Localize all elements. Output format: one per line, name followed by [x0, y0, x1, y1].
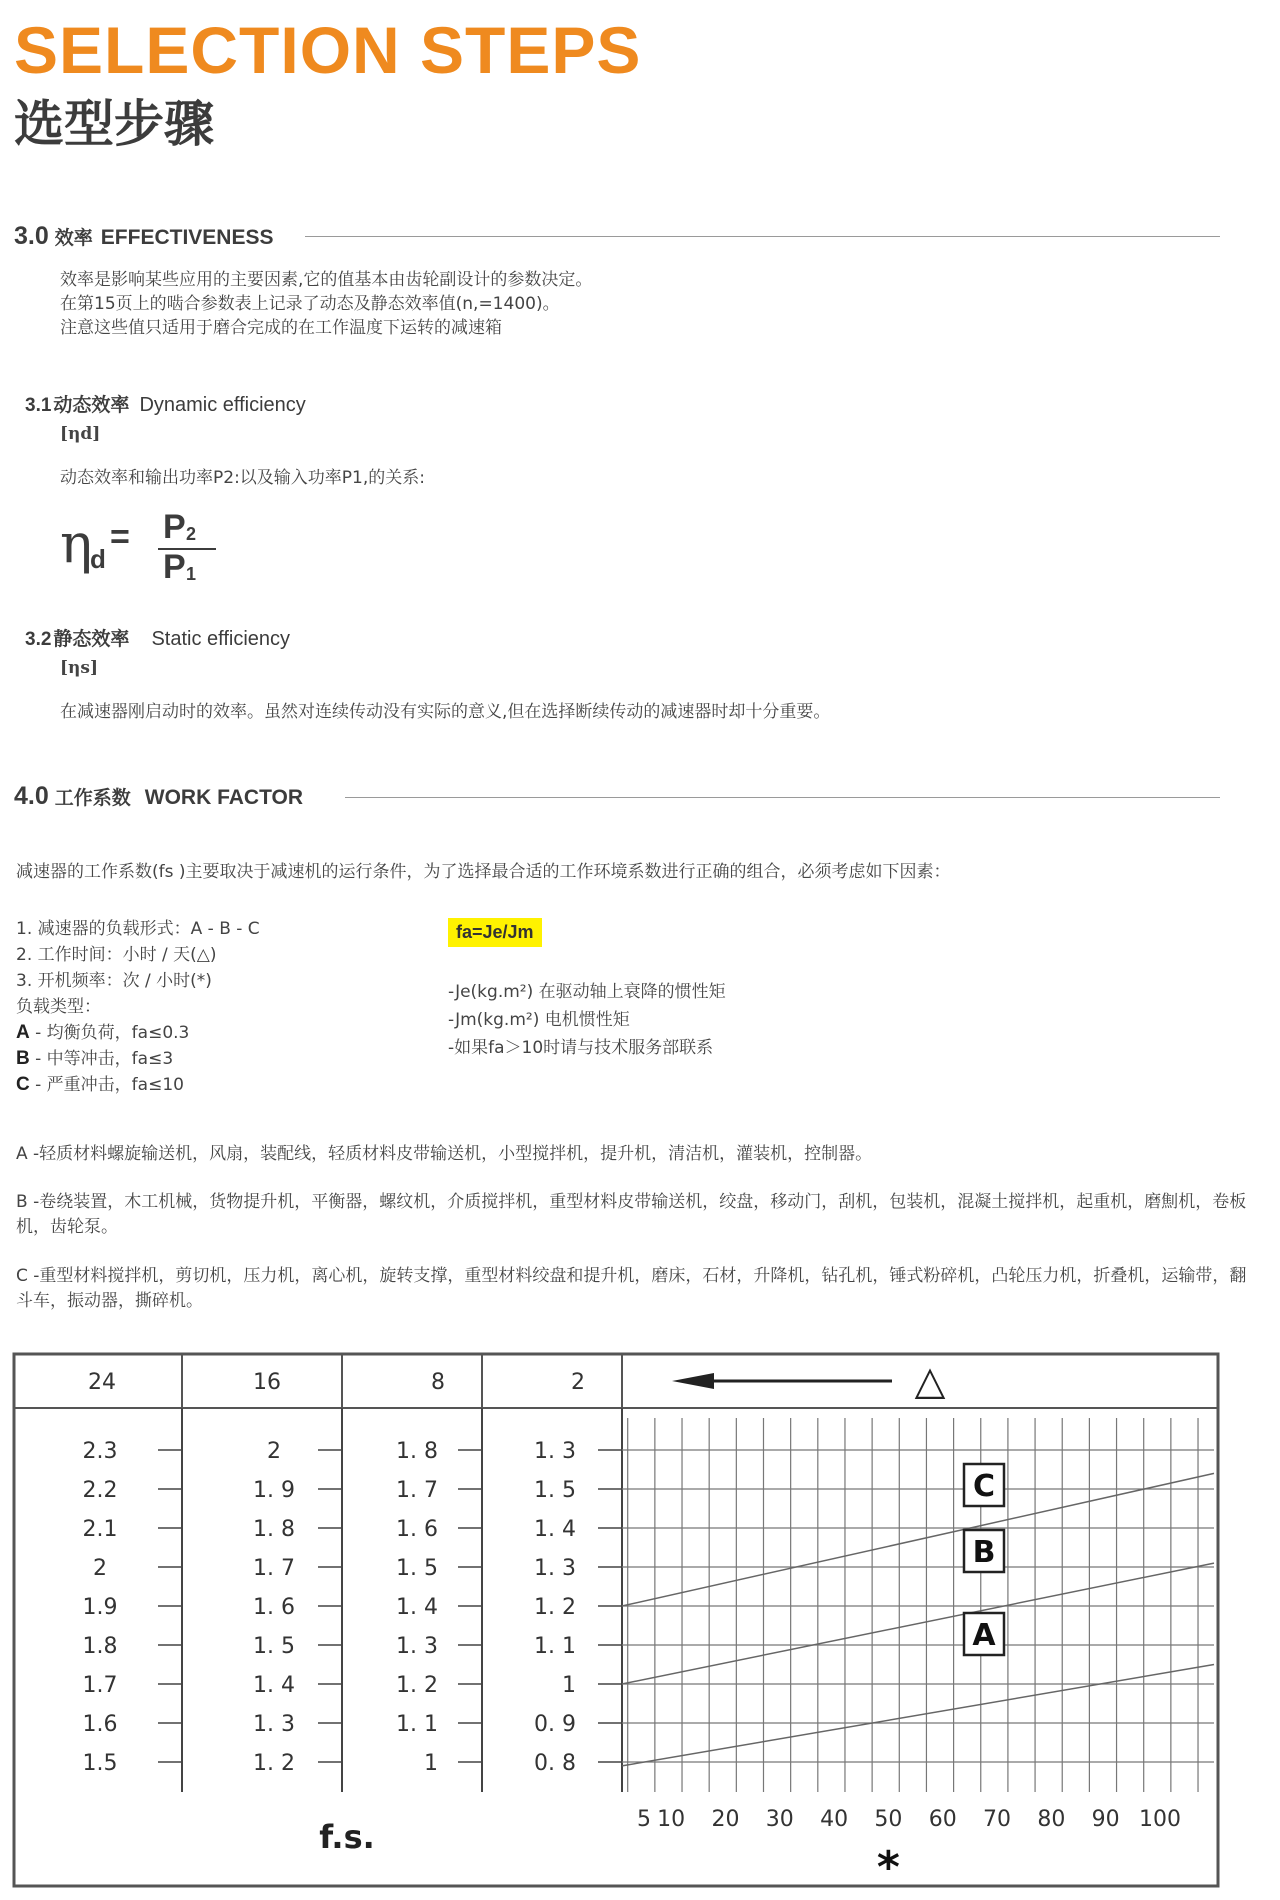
work-factor-intro: 减速器的工作系数(fs )主要取决于减速机的运行条件，为了选择最合适的工作环境系数进行正确的组合，必须考虑如下因素： — [16, 862, 951, 882]
fs-scale-label: 1. 4 — [253, 1673, 295, 1698]
load-curve-label: A — [972, 1618, 996, 1653]
fs-scale-label: 1. 1 — [396, 1712, 438, 1737]
load-text: - 均衡负荷，fa≤0.3 — [29, 1023, 190, 1043]
fs-scale-label: 1. 9 — [253, 1478, 295, 1503]
load-text: - 中等冲击，fa≤3 — [29, 1049, 174, 1069]
starts-per-hour-label: 40 — [820, 1807, 849, 1832]
fs-scale-label: 1 — [562, 1673, 576, 1698]
factor-item: 负载类型： — [16, 997, 101, 1017]
load-type-c — [16, 1072, 260, 1098]
fs-scale-label: 1. 7 — [253, 1556, 295, 1581]
inertia-definitions — [448, 978, 726, 1062]
factor-item: 2. 工作时间：小时 / 天(△) — [16, 945, 217, 965]
fs-scale-label: 2 — [93, 1556, 107, 1581]
starts-per-hour-label: 30 — [765, 1807, 794, 1832]
fs-scale-label: 0. 8 — [534, 1751, 576, 1776]
fs-scale-label: 1. 4 — [396, 1595, 438, 1620]
fs-scale-label: 1. 5 — [253, 1634, 295, 1659]
application-class-b: B -卷绕装置，木工机械，货物提升机，平衡器，螺纹机，介质搅拌机，重型材料皮带输送机，绞盘，移动门，刮机，包装机，混凝土搅拌机，起重机，磨劁机，卷板机，齿轮泵。 — [16, 1192, 1247, 1237]
fs-axis-label: f.s. — [319, 1818, 375, 1856]
hours-per-day-symbol: △ — [914, 1358, 946, 1404]
application-class-c: C -重型材料搅拌机，剪切机，压力机，离心机，旋转支撑，重型材料绞盘和提升机，磨床，石材，升降机，钻孔机，锤式粉碎机，凸轮压力机，折叠机，运输带，翻斗车，振动器，撕碎机。 — [16, 1266, 1247, 1311]
starts-per-hour-symbol: * — [876, 1842, 900, 1892]
hours-per-day-label: 8 — [431, 1370, 445, 1395]
factor-item: 1. 减速器的负载形式：A - B - C — [16, 919, 260, 939]
definition-item: -Je(kg.m²) 在驱动轴上衰降的惯性矩 — [448, 982, 726, 1002]
fs-scale-label: 1.6 — [82, 1712, 118, 1737]
hours-per-day-label: 2 — [571, 1370, 585, 1395]
starts-per-hour-label: 10 — [657, 1807, 686, 1832]
paragraph-line: 注意这些值只适用于磨合完成的在工作温度下运转的减速箱 — [60, 318, 502, 338]
starts-per-hour-label: 60 — [928, 1807, 957, 1832]
load-type-b — [16, 1046, 260, 1072]
efficiency-formula — [60, 508, 240, 588]
application-class-a: A -轻质材料螺旋输送机，风扇，装配线，轻质材料皮带输送机，小型搅拌机，提升机，清洁机，灌装机，控制器。 — [16, 1144, 873, 1164]
formula-denominator: P — [163, 548, 186, 586]
fs-scale-label: 1. 3 — [534, 1439, 576, 1464]
fs-scale-label: 1. 3 — [534, 1556, 576, 1581]
section-number: 3.0 — [14, 222, 49, 250]
definition-item: -Jm(kg.m²) 电机惯性矩 — [448, 1010, 630, 1030]
fs-scale-label: 1. 4 — [534, 1517, 576, 1542]
section-number: 4.0 — [14, 782, 49, 810]
fs-scale-label: 1. 3 — [396, 1634, 438, 1659]
fs-scale-label: 1. 2 — [253, 1751, 295, 1776]
section-divider — [345, 797, 1220, 798]
starts-per-hour-label: 80 — [1037, 1807, 1066, 1832]
fs-scale-label: 1. 5 — [534, 1478, 576, 1503]
section-title-en: Static efficiency — [151, 628, 291, 650]
paragraph-line: 在第15页上的啮合参数表上记录了动态及静态效率值(n,=1400)。 — [60, 294, 560, 314]
section-title-en: Dynamic efficiency — [139, 394, 306, 416]
section-title-cn: 静态效率 — [53, 628, 130, 650]
fs-scale-label: 1. 2 — [396, 1673, 438, 1698]
fs-scale-label: 1 — [424, 1751, 438, 1776]
starts-per-hour-label: 20 — [711, 1807, 740, 1832]
hours-per-day-label: 24 — [88, 1370, 116, 1395]
symbol-eta-d: [ηd] — [60, 424, 101, 444]
formula-equals: = — [110, 518, 130, 556]
factor-item: 3. 开机频率：次 / 小时(*) — [16, 971, 212, 991]
load-letter: C — [16, 1074, 30, 1095]
section-divider — [305, 236, 1220, 237]
paragraph-line: 效率是影响某些应用的主要因素,它的值基本由齿轮副设计的参数决定。 — [60, 270, 593, 290]
load-letter: A — [16, 1022, 30, 1043]
definition-item: -如果fa＞10时请与技术服务部联系 — [448, 1038, 714, 1058]
section-number: 3.1 — [25, 395, 52, 416]
fs-scale-label: 1. 5 — [396, 1556, 438, 1581]
fs-scale-label: 1. 8 — [253, 1517, 295, 1542]
section-title-cn: 效率 — [54, 227, 93, 249]
page-title-en: SELECTION STEPS — [14, 13, 642, 87]
section-title-en: WORK FACTOR — [144, 786, 304, 809]
starts-per-hour-label: 5 — [637, 1807, 651, 1832]
formula-denominator-sub: 1 — [186, 564, 197, 584]
section-3-1-heading — [25, 390, 306, 417]
fs-scale-label: 0. 9 — [534, 1712, 576, 1737]
fs-scale-label: 1.9 — [82, 1595, 118, 1620]
load-curve-label: C — [972, 1469, 996, 1504]
load-curve-a — [622, 1665, 1214, 1766]
fs-scale-label: 1. 6 — [253, 1595, 295, 1620]
formula-numerator: P — [163, 508, 186, 546]
section-3-2-heading — [25, 624, 290, 651]
factor-list — [16, 916, 260, 1098]
fs-scale-label: 1. 2 — [534, 1595, 576, 1620]
fs-scale-label: 1. 7 — [396, 1478, 438, 1503]
hours-per-day-label: 16 — [253, 1370, 281, 1395]
load-curve-b — [622, 1563, 1214, 1684]
fs-scale-label: 2.1 — [82, 1517, 118, 1542]
fs-scale-label: 2 — [267, 1439, 281, 1464]
inertia-formula-highlight: fa=Je/Jm — [448, 918, 542, 947]
section-3-2-text: 在减速器刚启动时的效率。虽然对连续传动没有实际的意义,但在选择断续传动的减速器时却十分重要。 — [60, 702, 831, 722]
load-type-a — [16, 1020, 260, 1046]
symbol-eta-s: [ηs] — [60, 658, 99, 678]
section-3-1-text: 动态效率和输出功率P2:以及输入功率P1,的关系: — [60, 468, 425, 488]
load-curve-c — [622, 1473, 1214, 1606]
section-title-cn: 工作系数 — [54, 787, 131, 809]
arrow-head-icon — [672, 1373, 714, 1389]
page-title-cn: 选型步骤 — [14, 95, 214, 153]
section-title-en: EFFECTIVENESS — [100, 226, 274, 249]
starts-per-hour-label: 50 — [874, 1807, 903, 1832]
section-3-0-text — [60, 268, 592, 340]
section-title-cn: 动态效率 — [53, 394, 130, 416]
formula-numerator-sub: 2 — [186, 524, 197, 544]
section-4-0-heading — [14, 782, 303, 811]
formula-eta: η — [60, 512, 93, 575]
fs-scale-label: 2.2 — [82, 1478, 118, 1503]
section-number: 3.2 — [25, 629, 52, 650]
fs-scale-label: 1. 8 — [396, 1439, 438, 1464]
starts-per-hour-label: 70 — [983, 1807, 1012, 1832]
service-factor-nomogram — [12, 1352, 1222, 1892]
fs-scale-label: 1.8 — [82, 1634, 118, 1659]
load-letter: B — [16, 1048, 30, 1069]
fs-scale-label: 1.5 — [82, 1751, 118, 1776]
fs-scale-label: 1. 1 — [534, 1634, 576, 1659]
load-text: - 严重冲击，fa≤10 — [29, 1075, 184, 1095]
starts-per-hour-label: 90 — [1091, 1807, 1120, 1832]
fs-scale-label: 2.3 — [82, 1439, 118, 1464]
starts-per-hour-label: 100 — [1139, 1807, 1181, 1832]
fs-scale-label: 1. 3 — [253, 1712, 295, 1737]
section-3-0-heading — [14, 222, 273, 251]
load-curve-label: B — [972, 1535, 996, 1570]
fs-scale-label: 1.7 — [82, 1673, 118, 1698]
formula-eta-sub: d — [90, 544, 106, 574]
fs-scale-label: 1. 6 — [396, 1517, 438, 1542]
